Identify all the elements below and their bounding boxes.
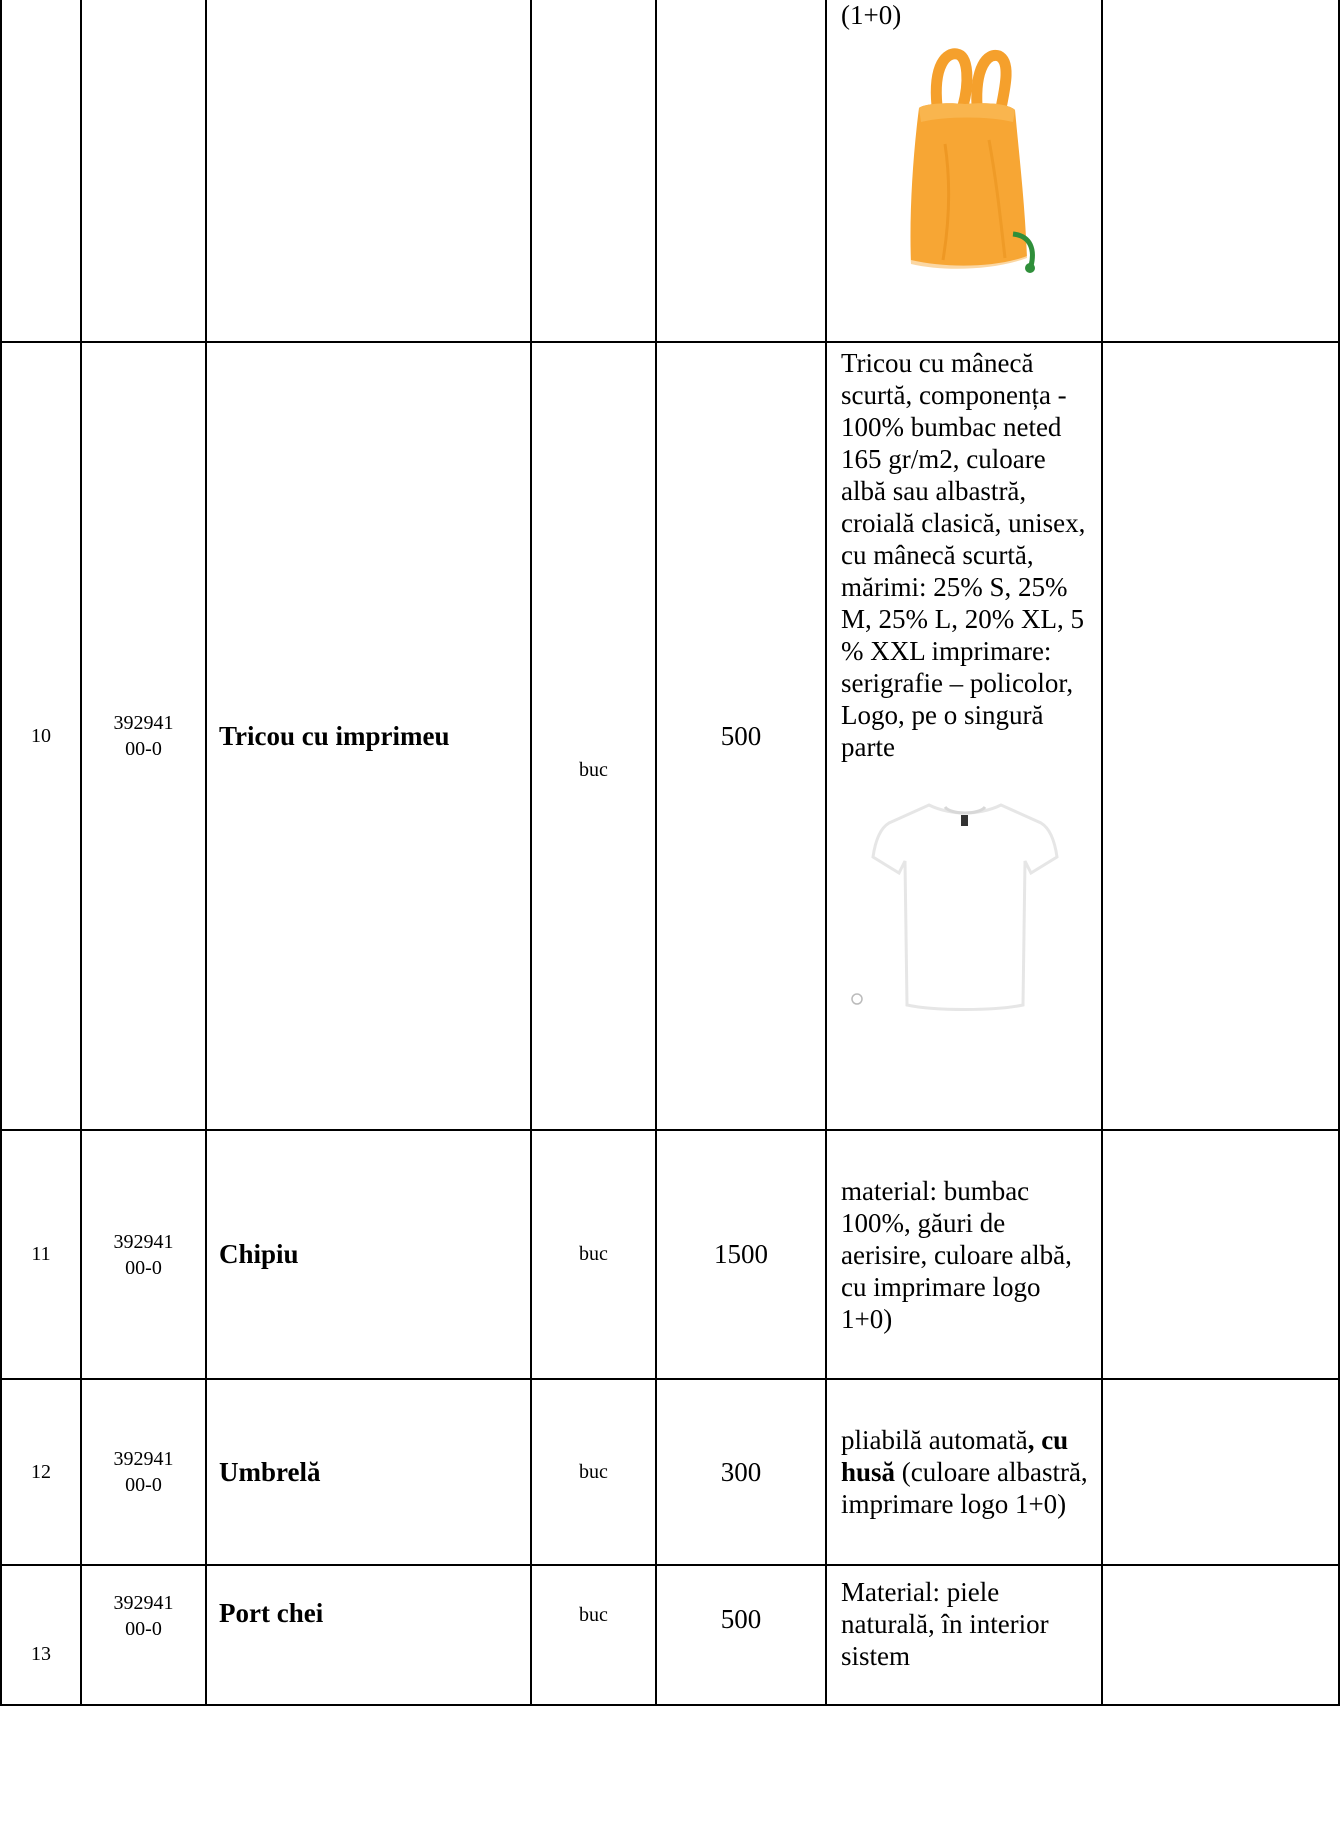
description-text: Material: piele naturală, în interior sistem [841,1577,1049,1671]
code-line: 00-0 [125,1618,162,1640]
code-cell [81,1565,206,1705]
unit-cell: buc [531,1379,656,1565]
description-cell [826,342,1102,1130]
unit-cell: buc [531,1130,656,1379]
description-text: material: bumbac 100%, găuri de aerisire, culoare albă, cu imprimare logo 1+0) [841,1175,1072,1334]
extra-cell [1102,342,1339,1130]
nr-cell: 10 [1,342,81,1130]
description-text [841,1424,1089,1520]
quantity-cell: 300 [656,1379,826,1565]
orange-tote-bag-image [841,44,1089,280]
table-row [1,1130,1339,1379]
nr-cell: 12 [1,1379,81,1565]
unit-cell: buc [531,1565,656,1705]
extra-cell [1102,0,1339,342]
quantity-cell: 1500 [656,1130,826,1379]
code-line: 392941 [113,1230,174,1253]
code-cell [81,0,206,342]
name-cell: Umbrelă [206,1379,531,1565]
code-line: 00-0 [125,1256,162,1279]
code-line: 392941 [113,1592,174,1614]
description-part: pliabilă automată [841,1425,1028,1455]
nr-cell [1,0,81,342]
name-cell: Port chei [206,1565,531,1705]
code-line: 00-0 [125,738,162,760]
white-tshirt-image [841,777,1089,1017]
table-row [1,1565,1339,1705]
code-line: 392941 [113,712,174,734]
quantity-cell: 500 [656,342,826,1130]
table-row [1,1379,1339,1565]
extra-cell [1102,1379,1339,1565]
description-bold: , cu husă [841,1425,1069,1487]
unit-cell [531,342,656,1130]
code-cell [81,1130,206,1379]
nr-cell: 11 [1,1130,81,1379]
description-cell [826,1130,1102,1379]
description-part: (culoare albastră, imprimare logo 1+0) [841,1457,1088,1519]
name-cell: Tricou cu imprimeu [206,342,531,1130]
name-cell: Chipiu [206,1130,531,1379]
code-line: 00-0 [125,1474,162,1496]
code-cell [81,342,206,1130]
description-cell [826,1379,1102,1565]
name-cell [206,0,531,342]
code-line: 392941 [113,1448,174,1470]
unit-text: buc [579,758,608,781]
description-text: (1+0) [841,0,902,30]
nr-cell: 13 [1,1565,81,1705]
quantity-cell [656,0,826,342]
unit-cell [531,0,656,342]
table-row [1,0,1339,342]
table-row [1,342,1339,1130]
description-cell [826,0,1102,342]
quantity-cell: 500 [656,1565,826,1705]
extra-cell [1102,1565,1339,1705]
description-text: Tricou cu mânecă scurtă, componența - 100% bumbac neted 165 gr/m2, culoare albă sau albastră, croială clasică, unisex, cu mânecă scurtă, mărimi: 25% S, 25% M, 25% L, 20% XL, 5 % XXL imprimare: serigrafie – policolor, Logo, pe o singură parte [841,348,1086,762]
extra-cell [1102,1130,1339,1379]
code-cell [81,1379,206,1565]
description-cell [826,1565,1102,1705]
